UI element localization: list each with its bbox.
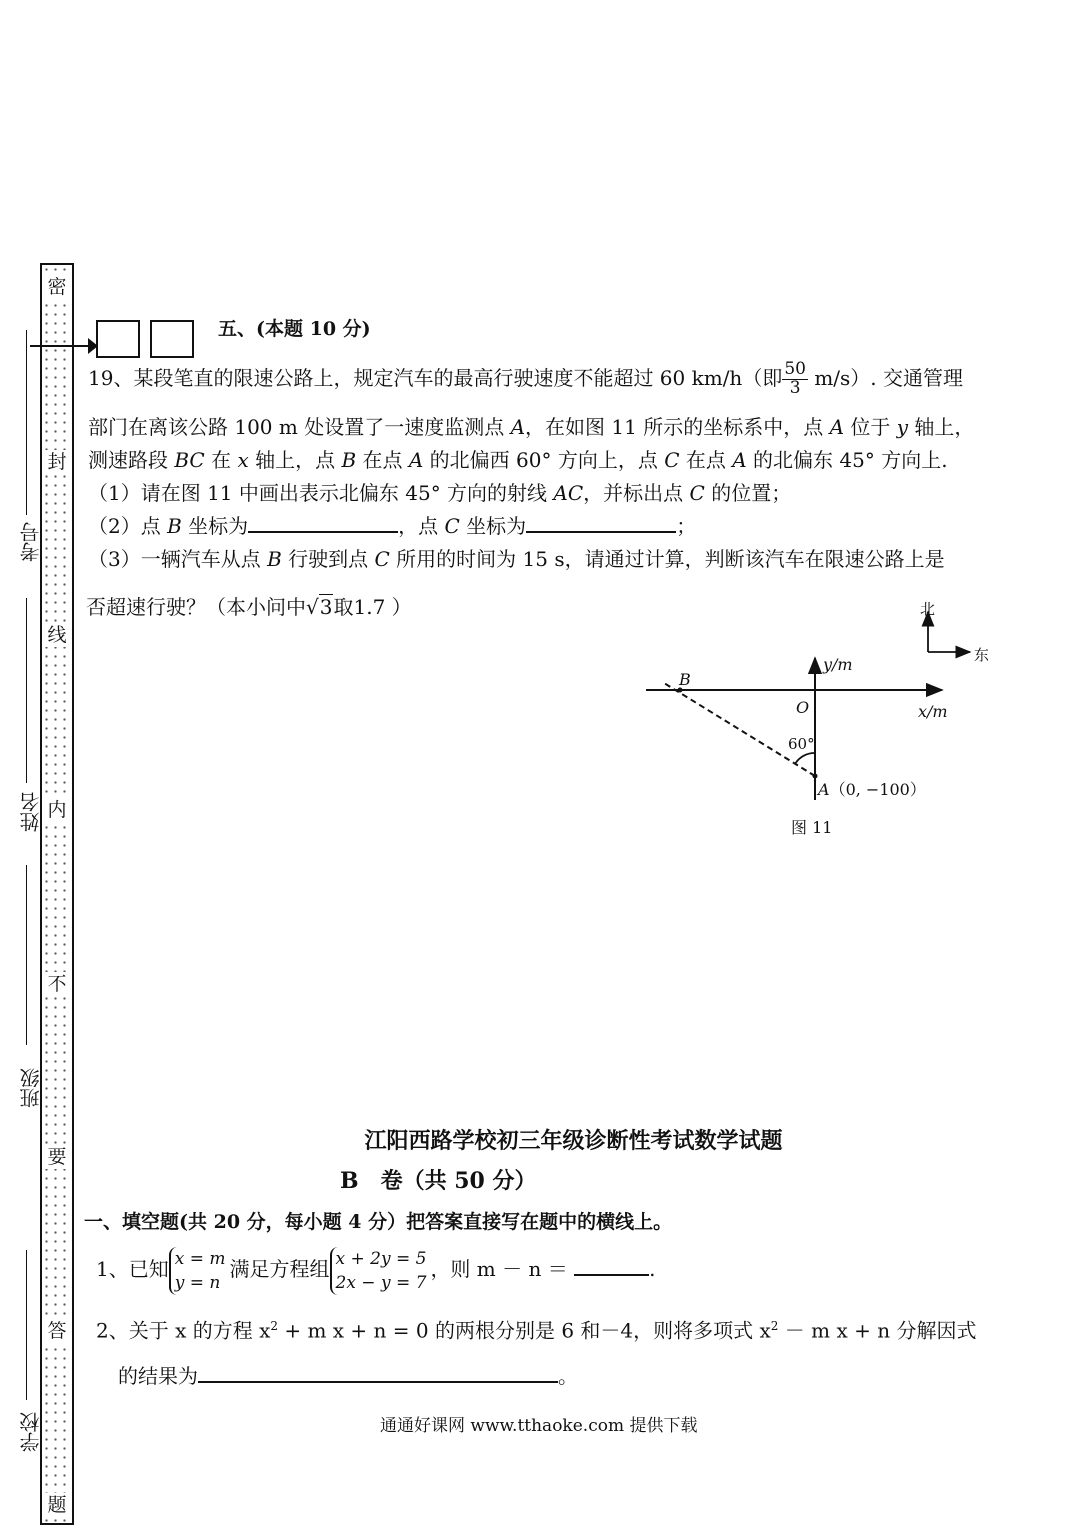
point-A-dot [813, 774, 818, 779]
origin-label: O [796, 698, 810, 717]
q19-text: 位于 [844, 415, 897, 439]
q2-text: + m x + n = 0 的两根分别是 6 和－4，则将多项式 x [278, 1318, 771, 1343]
var-C: C [374, 547, 390, 571]
var-A: A [510, 415, 526, 439]
q2-text: － m x + n 分解因式 [778, 1318, 977, 1343]
point-B-label: B [679, 670, 691, 689]
seal-char-6: 要 [42, 1145, 72, 1169]
field-line-class [26, 865, 27, 1045]
point-A-coord: （0, −100） [829, 780, 926, 799]
q19-text: 的北偏东 45° 方向上. [746, 448, 948, 472]
x-axis-label: x/m [918, 702, 948, 721]
exponent: 2 [770, 1319, 779, 1333]
field-line-exam-number [26, 330, 27, 515]
seal-char-3: 线 [42, 623, 72, 647]
figure-11 [630, 590, 1010, 840]
q19-text: 否超速行驶？（本小问中 [86, 595, 306, 619]
speed-fraction [782, 361, 808, 398]
q19-text: 坐标为 [181, 514, 249, 538]
seal-char-1: 密 [42, 275, 72, 299]
q1-text: 1、已知 [96, 1257, 169, 1281]
q19-text: 所用的时间为 15 s，请通过计算，判断该汽车在限速公路上是 [389, 547, 945, 571]
var-B: B [341, 448, 357, 472]
q19-text: 坐标为 [459, 514, 527, 538]
compass-east-label: 东 [974, 646, 990, 664]
point-A-name: A [818, 780, 830, 799]
seal-char-2: 封 [42, 450, 72, 474]
figure-caption: 图 11 [791, 818, 833, 837]
q19-text: 部门在离该公路 100 m 处设置了一速度监测点 [88, 415, 511, 439]
label-exam-number: 考号 [19, 522, 43, 562]
var-A: A [408, 448, 424, 472]
partB-heading [0, 1130, 1087, 1152]
seal-char-4: 内 [42, 798, 72, 822]
exponent: 2 [270, 1319, 278, 1333]
q19-part3-line2: 否超速行驶？（本小问中√3取1.7 ） [86, 595, 412, 619]
system-row: x = m [174, 1248, 226, 1269]
system-row: y = n [174, 1272, 221, 1293]
var-A: A [829, 415, 845, 439]
fraction-denominator: 3 [789, 378, 801, 398]
score-box-1[interactable] [96, 320, 140, 358]
q19-text: （1）请在图 11 中画出表示北偏东 45° 方向的射线 [88, 481, 554, 505]
q19-part2 [88, 516, 696, 536]
var-B: B [167, 514, 182, 538]
q2-text: 2、关于 x 的方程 x [96, 1318, 271, 1343]
q2-text: 的结果为 [118, 1364, 198, 1388]
q19-text: 轴上，点 [248, 448, 342, 472]
q19-text: 的位置； [704, 481, 792, 505]
label-class: 班级 [19, 1068, 43, 1108]
label-school: 学校 [19, 1412, 43, 1452]
seal-char-7: 答 [42, 1319, 72, 1343]
q19-text: 取1.7 ） [333, 595, 412, 619]
q19-text: ，在如图 11 所示的坐标系中，点 [525, 415, 830, 439]
answer-blank-q2[interactable] [198, 1381, 558, 1383]
q19-text: 在点 [679, 448, 733, 472]
system-row: x + 2y = 5 [335, 1248, 427, 1269]
answer-blank-B[interactable] [248, 531, 398, 533]
sqrt-3: 3 [319, 595, 333, 619]
partB-subheading: B 卷（共 50 分） [340, 1168, 537, 1194]
var-BC: BC [174, 448, 205, 472]
field-line-name [26, 598, 27, 783]
var-B: B [267, 547, 282, 571]
field-line-school [26, 1250, 27, 1400]
partB-q2-line2 [118, 1366, 578, 1386]
q19-text: ，并标出点 [583, 481, 690, 505]
seal-char-8: 题 [42, 1493, 72, 1517]
point-A-label [818, 777, 926, 800]
line-AB [664, 683, 815, 776]
q19-text: （3）一辆汽车从点 [88, 547, 268, 571]
q19-line1 [88, 358, 963, 398]
q19-part1 [88, 483, 791, 503]
footer: 通通好课网 www.tthaoke.com 提供下载 [380, 1416, 698, 1436]
var-C: C [444, 514, 460, 538]
q19-text: （2）点 [88, 514, 168, 538]
partB-q1 [96, 1243, 655, 1295]
equation-system [330, 1247, 431, 1295]
var-y: y [896, 415, 909, 439]
seal-char-5: 不 [42, 972, 72, 996]
q19-text: 在点 [356, 448, 409, 472]
y-axis-label: y/m [823, 655, 853, 674]
score-box-2[interactable] [150, 320, 194, 358]
var-A: A [732, 448, 747, 472]
q19-text: 在 [204, 448, 238, 472]
q19-text: 测速路段 [88, 448, 175, 472]
angle-arc [795, 753, 815, 764]
q1-text: 满足方程组 [229, 1257, 330, 1281]
q1-text: . [649, 1257, 656, 1281]
var-C: C [689, 481, 705, 505]
q19-text: 19、某段笔直的限速公路上，规定汽车的最高行驶速度不能超过 60 km/h（即 [88, 366, 783, 390]
angle-label: 60° [788, 735, 815, 753]
binding-strip [40, 263, 74, 1525]
q19-line3 [88, 450, 948, 470]
var-x: x [237, 448, 249, 472]
q19-text: ； [676, 514, 697, 538]
answer-blank-q1[interactable] [574, 1274, 649, 1276]
partB-q2 [96, 1320, 976, 1341]
section5-title: 五、(本题 10 分) [218, 318, 371, 340]
arrow-line [30, 345, 92, 347]
q1-text: ，则 m － n ＝ [430, 1257, 568, 1281]
var-C: C [664, 448, 680, 472]
var-AC: AC [553, 481, 584, 505]
q19-line2 [88, 417, 974, 437]
q19-text: ，点 [398, 514, 445, 538]
q19-text: 行驶到点 [281, 547, 375, 571]
q2-text: 。 [558, 1364, 578, 1388]
compass-north-label: 北 [920, 600, 936, 618]
q19-text: m/s）. 交通管理 [814, 366, 964, 390]
system-row: 2x − y = 7 [335, 1272, 427, 1293]
given-system [169, 1247, 230, 1295]
answer-blank-C[interactable] [526, 531, 676, 533]
q19-text: 轴上， [908, 415, 975, 439]
fraction-numerator: 50 [784, 359, 806, 380]
label-name: 姓名 [19, 792, 43, 832]
partB-heading-text: 江阳西路学校初三年级诊断性考试数学试题 [364, 1128, 783, 1154]
q19-text: 的北偏西 60° 方向上，点 [423, 448, 665, 472]
partB-section1: 一、填空题(共 20 分，每小题 4 分）把答案直接写在题中的横线上。 [84, 1211, 673, 1233]
q19-part3 [88, 549, 945, 569]
